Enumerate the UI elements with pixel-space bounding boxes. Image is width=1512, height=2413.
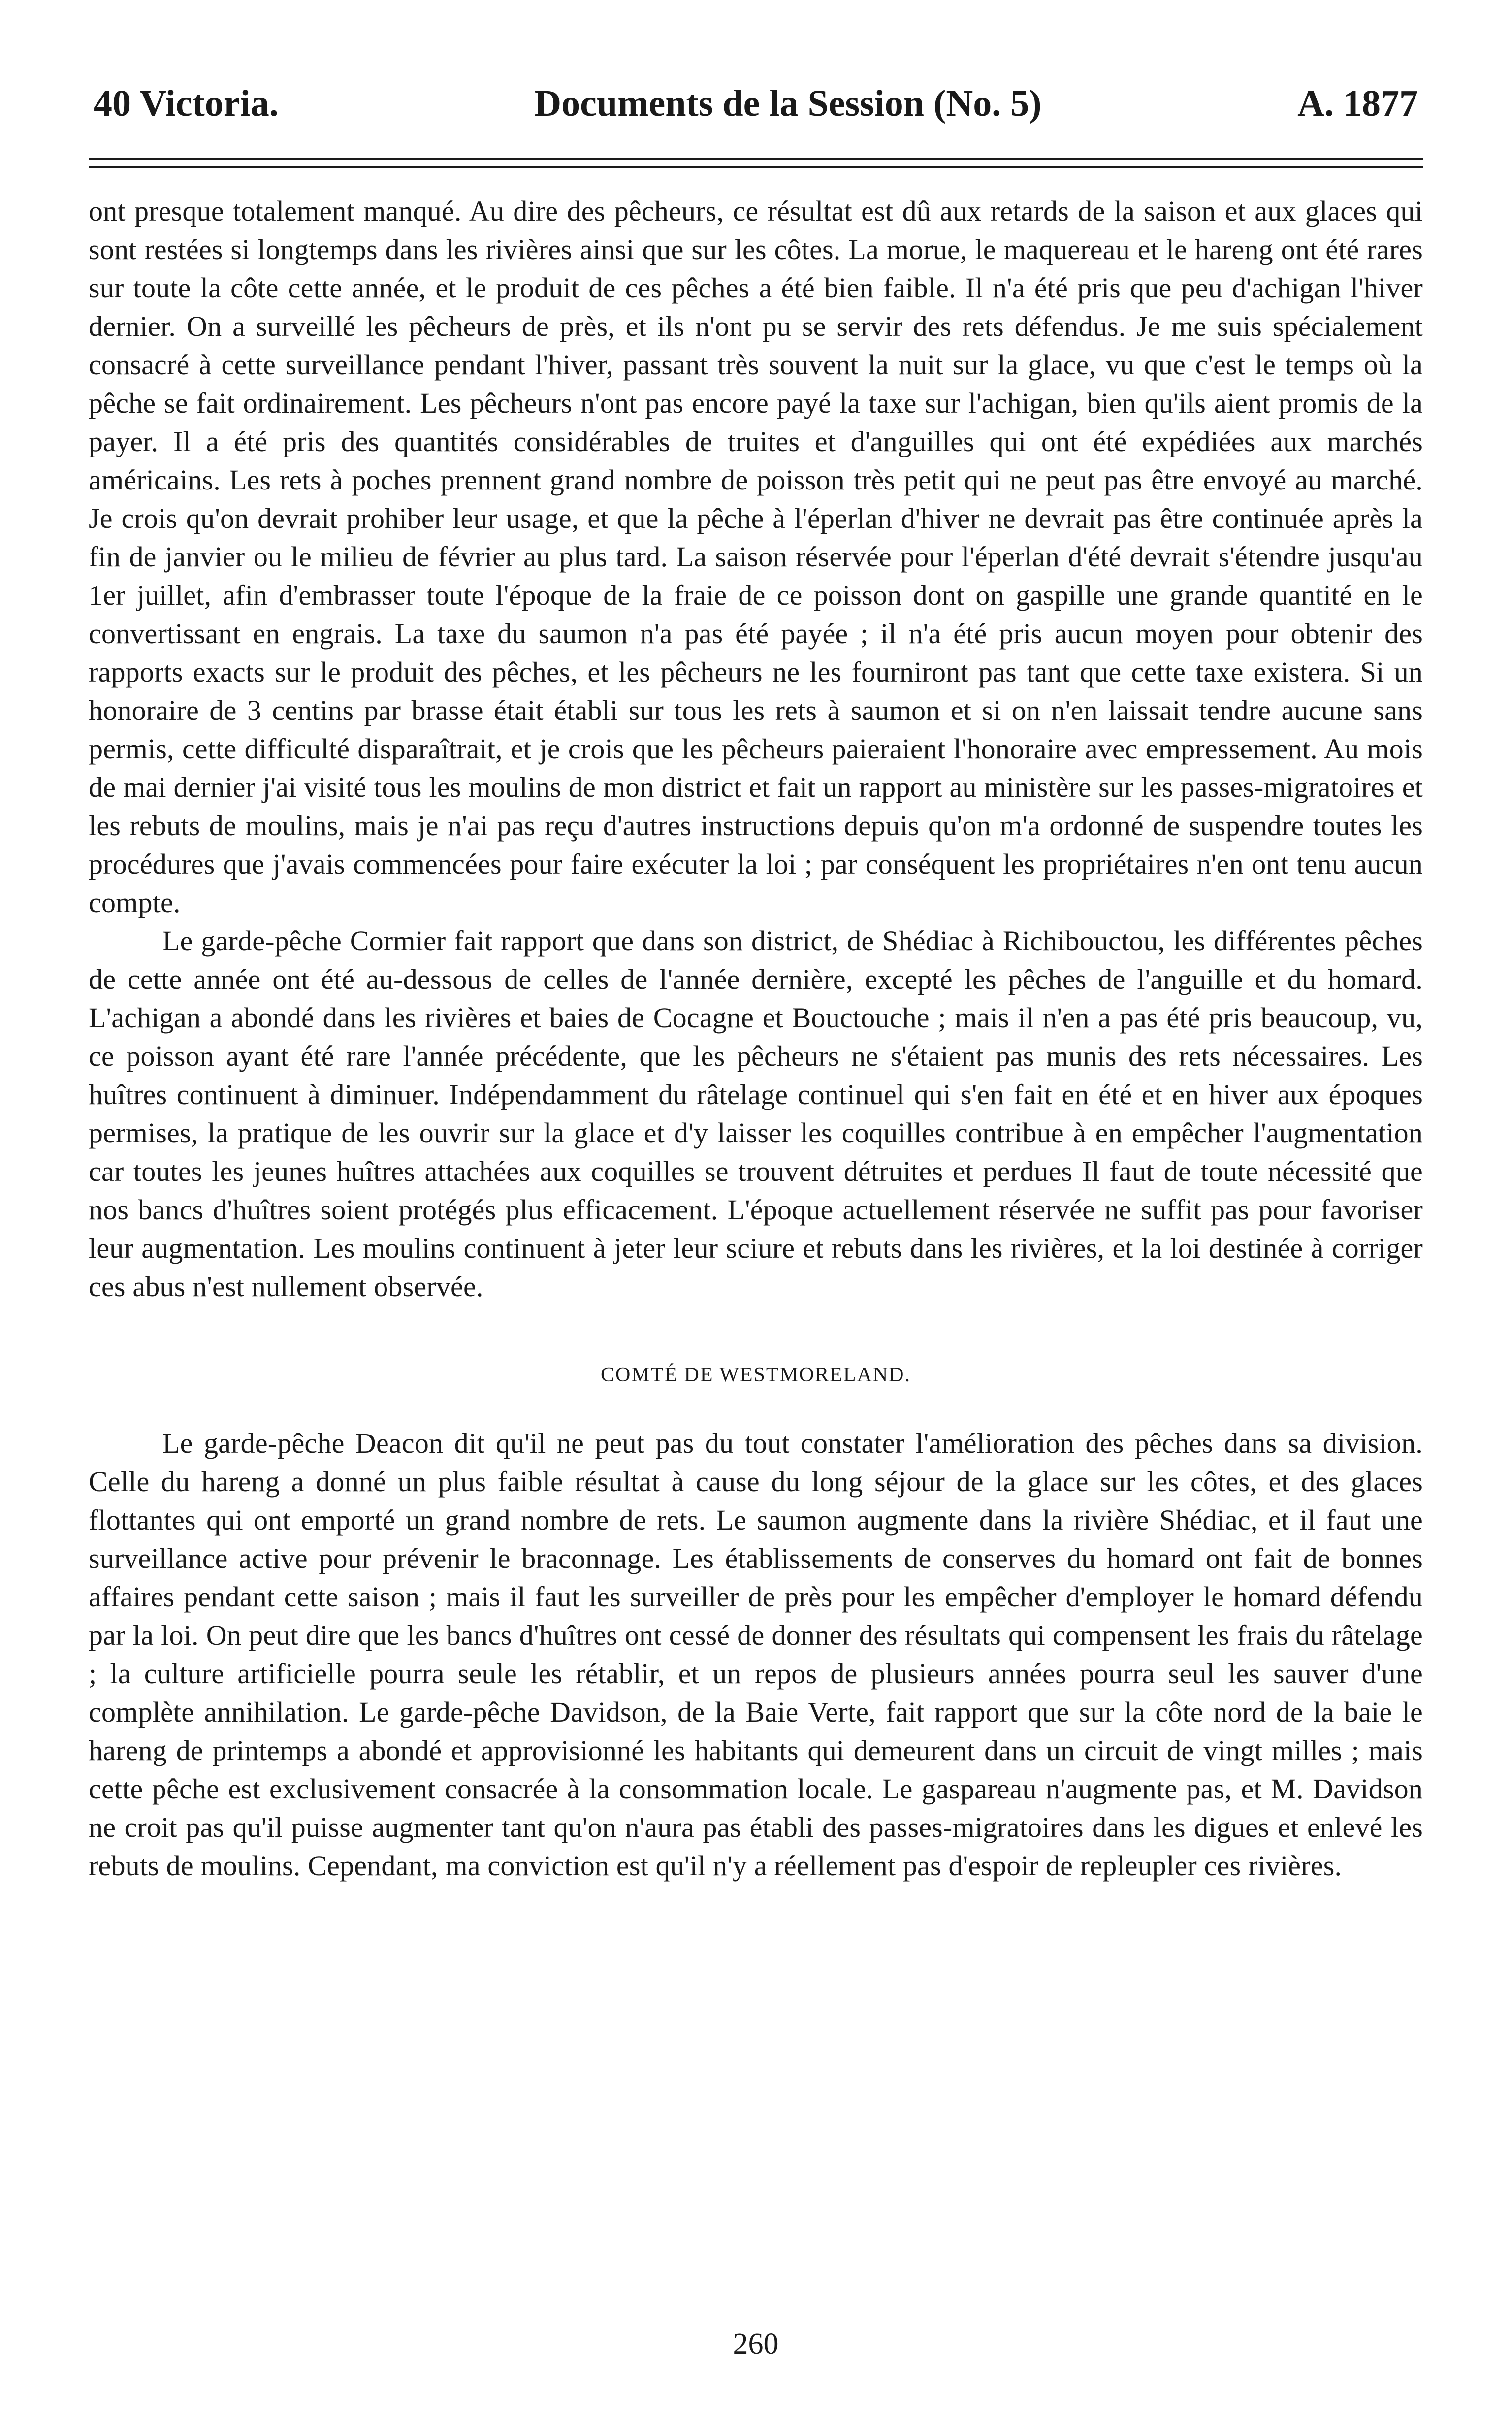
paragraph-cormier: Le garde-pêche Cormier fait rapport que dans son district, de Shédiac à Richibouctou, les différentes pêches de cette année ont été au-dessous de celles de l'année dernière, excepté les pêches de l'anguille et du homard. L'achigan a abondé dans les rivières et baies de Cocagne et Bouctouche ; mais il n'en a pas été pris beaucoup, vu, ce poisson ayant été rare l'année précédente, que les pêcheurs ne s'étaient pas munis des rets nécessaires. Les huîtres continuent à diminuer. Indépendamment du râtelage continuel qui s'en fait en été et en hiver aux époques permises, la pratique de les ouvrir sur la glace et d'y laisser les coquilles contribue à en empêcher l'augmentation car toutes les jeunes huîtres attachées aux coquilles se trouvent détruites et perdues Il faut de toute nécessité que nos bancs d'huîtres soient protégés plus efficacement. L'époque actuellement réservée ne suffit pas pour favoriser leur augmentation. Les moulins continuent à jeter leur sciure et rebuts dans les rivières, et la loi destinée à corriger ces abus n'est nullement observée. xyxy=(89,925,1423,1303)
section-heading: COMTÉ DE WESTMORELAND. xyxy=(600,1364,911,1386)
header-rule-top xyxy=(89,158,1423,160)
header-year-label: 40 Victoria. xyxy=(94,83,279,124)
body-text xyxy=(89,192,1423,1885)
header-title: Documents de la Session (No. 5) xyxy=(534,83,1042,124)
paragraph-westmoreland: Le garde-pêche Deacon dit qu'il ne peut pas du tout constater l'amélioration des pêches dans sa division. Celle du hareng a donné un plus faible résultat à cause du long séjour de la glace sur les côtes, et des glaces flottantes qui ont emporté un grand nombre de rets. Le saumon augmente dans la rivière Shédiac, et il faut une surveillance active pour prévenir le braconnage. Les établissements de conserves du homard ont fait de bonnes affaires pendant cette saison ; mais il faut les surveiller de près pour les empêcher d'employer le homard défendu par la loi. On peut dire que les bancs d'huîtres ont cessé de donner des résultats qui compensent les frais du râtelage ; la culture artificielle pourra seule les rétablir, et un repos de plusieurs années pourra seul les sauver d'une complète annihilation. Le garde-pêche Davidson, de la Baie Verte, fait rapport que sur la côte nord de la baie le hareng de printemps a abondé et approvisionné les habitants qui demeurent dans un circuit de vingt milles ; mais cette pêche est exclusivement consacrée à la consommation locale. Le gaspareau n'augmente pas, et M. Davidson ne croit pas qu'il puisse augmenter tant qu'on n'aura pas établi des passes-migratoires dans les digues et enlevé les rebuts de moulins. Cependant, ma conviction est qu'il n'y a réellement pas d'espoir de repleupler ces rivières. xyxy=(89,1427,1423,1882)
page-number: 260 xyxy=(733,2327,779,2361)
paragraph-continued: ont presque totalement manqué. Au dire des pêcheurs, ce résultat est dû aux retards de la saison et aux glaces qui sont restées si longtemps dans les rivières ainsi que sur les côtes. La morue, le maquereau et le hareng ont été rares sur toute la côte cette année, et le produit de ces pêches a été bien faible. Il n'a été pris que peu d'achigan l'hiver dernier. On a surveillé les pêcheurs de près, et ils n'ont pu se servir des rets défendus. Je me suis spécialement consacré à cette surveillance pendant l'hiver, passant très souvent la nuit sur la glace, vu que c'est le temps où la pêche se fait ordinairement. Les pêcheurs n'ont pas encore payé la taxe sur l'achigan, bien qu'ils aient promis de la payer. Il a été pris des quantités considérables de truites et d'anguilles qui ont été expédiées aux marchés américains. Les rets à poches prennent grand nombre de poisson très petit qui ne peut pas être envoyé au marché. Je crois qu'on devrait prohiber leur usage, et que la pêche à l'éperlan d'hiver ne devrait pas être continuée après la fin de janvier ou le milieu de février au plus tard. La saison réservée pour l'éperlan d'été devrait s'étendre jusqu'au 1er juillet, afin d'embrasser toute l'époque de la fraie de ce poisson dont on gaspille une grande quantité en le convertissant en engrais. La taxe du saumon n'a pas été payée ; il n'a été pris aucun moyen pour obtenir des rapports exacts sur le produit des pêches, et les pêcheurs ne les fourniront pas tant que cette taxe existera. Si un honoraire de 3 centins par brasse était établi sur tous les rets à saumon et si on n'en laissait tendre aucune sans permis, cette difficulté disparaîtrait, et je crois que les pêcheurs paieraient l'honoraire avec empressement. Au mois de mai dernier j'ai visité tous les moulins de mon district et fait un rapport au ministère sur les passes-migratoires et les rebuts de moulins, mais je n'ai pas reçu d'autres instructions depuis qu'on m'a ordonné de suspendre toutes les procédures que j'avais commencées pour faire exécuter la loi ; par conséquent les propriétaires n'en ont tenu aucun compte. xyxy=(89,195,1423,918)
document-page xyxy=(89,79,1423,2374)
header-rule-bottom xyxy=(89,166,1423,168)
header-series-label: A. 1877 xyxy=(1297,83,1418,124)
running-header xyxy=(89,79,1423,128)
